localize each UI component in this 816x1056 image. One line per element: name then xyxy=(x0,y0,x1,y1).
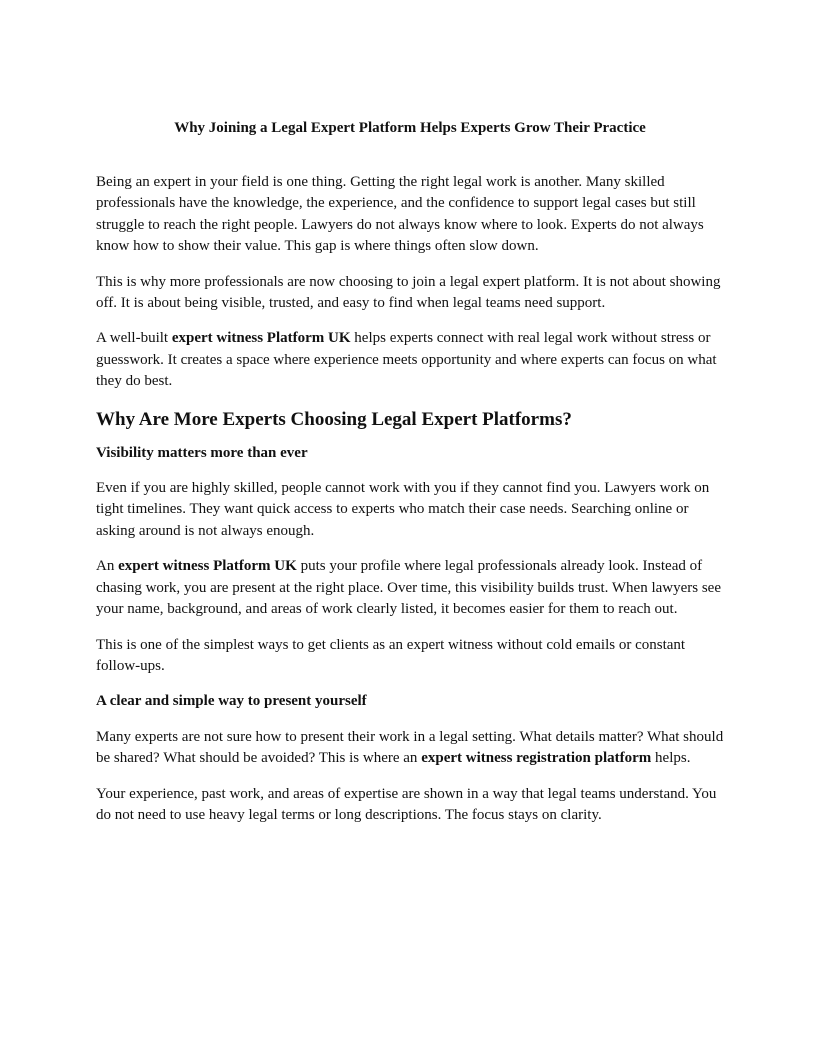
subheading-visibility: Visibility matters more than ever xyxy=(96,444,308,461)
intro-paragraph-2: This is why more professionals are now choosing to join a legal expert platform. It is not about showing off. It is about being visible, trusted, and easy to find when legal teams need support. xyxy=(96,273,721,312)
present-p1-bold-term: expert witness registration platform xyxy=(421,750,652,767)
intro-paragraph-1: Being an expert in your field is one thing. Getting the right legal work is another. Many skilled professionals have the knowledge, the experience, and the confidence to support legal cases but still struggle to reach the right people. Lawyers do not always know where to look. Experts do not always know how to show their value. This gap is where things often slow down. xyxy=(96,174,704,255)
present-p1-text-after: helps. xyxy=(651,750,691,767)
document-title: Why Joining a Legal Expert Platform Helps Experts Grow Their Practice xyxy=(174,120,646,136)
intro-p3-bold-term: expert witness Platform UK xyxy=(171,330,351,347)
present-paragraph-1 xyxy=(96,727,724,770)
subheading-present-yourself: A clear and simple way to present yourself xyxy=(96,693,367,710)
visibility-paragraph-2 xyxy=(96,556,724,620)
present-paragraph-2: Your experience, past work, and areas of expertise are shown in a way that legal teams understand. You do not need to use heavy legal terms or long descriptions. The focus stays on clarity. xyxy=(96,785,717,823)
intro-p3-text-before: A well-built xyxy=(96,330,172,347)
visibility-p2-text-after: puts your profile where legal professionals already look. Instead of chasing work, you are present at the right place. Over time, this visibility builds trust. When lawyers see your name, background, and areas of work clearly listed, it becomes easier for them to reach out. xyxy=(96,558,721,618)
intro-paragraph-3 xyxy=(96,328,724,392)
present-p1-text-before: Many experts are not sure how to present their work in a legal setting. What details matter? What should be shared? What should be avoided? This is where an xyxy=(96,728,724,767)
section-heading: Why Are More Experts Choosing Legal Expert Platforms? xyxy=(96,408,572,430)
visibility-p2-bold-term: expert witness Platform UK xyxy=(118,558,297,575)
visibility-paragraph-3: This is one of the simplest ways to get clients as an expert witness without cold emails or constant follow-ups. xyxy=(96,636,686,674)
intro-p3-text-after: helps experts connect with real legal work without stress or guesswork. It creates a space where experience meets opportunity and where experts can focus on what they do best. xyxy=(96,330,717,390)
document-page xyxy=(96,118,724,840)
visibility-p2-text-before: An xyxy=(96,558,119,575)
visibility-paragraph-1: Even if you are highly skilled, people cannot work with you if they cannot find you. Lawyers work on tight timelines. They want quick access to experts who match their case needs. Searching online or asking around is not always enough. xyxy=(96,480,710,539)
